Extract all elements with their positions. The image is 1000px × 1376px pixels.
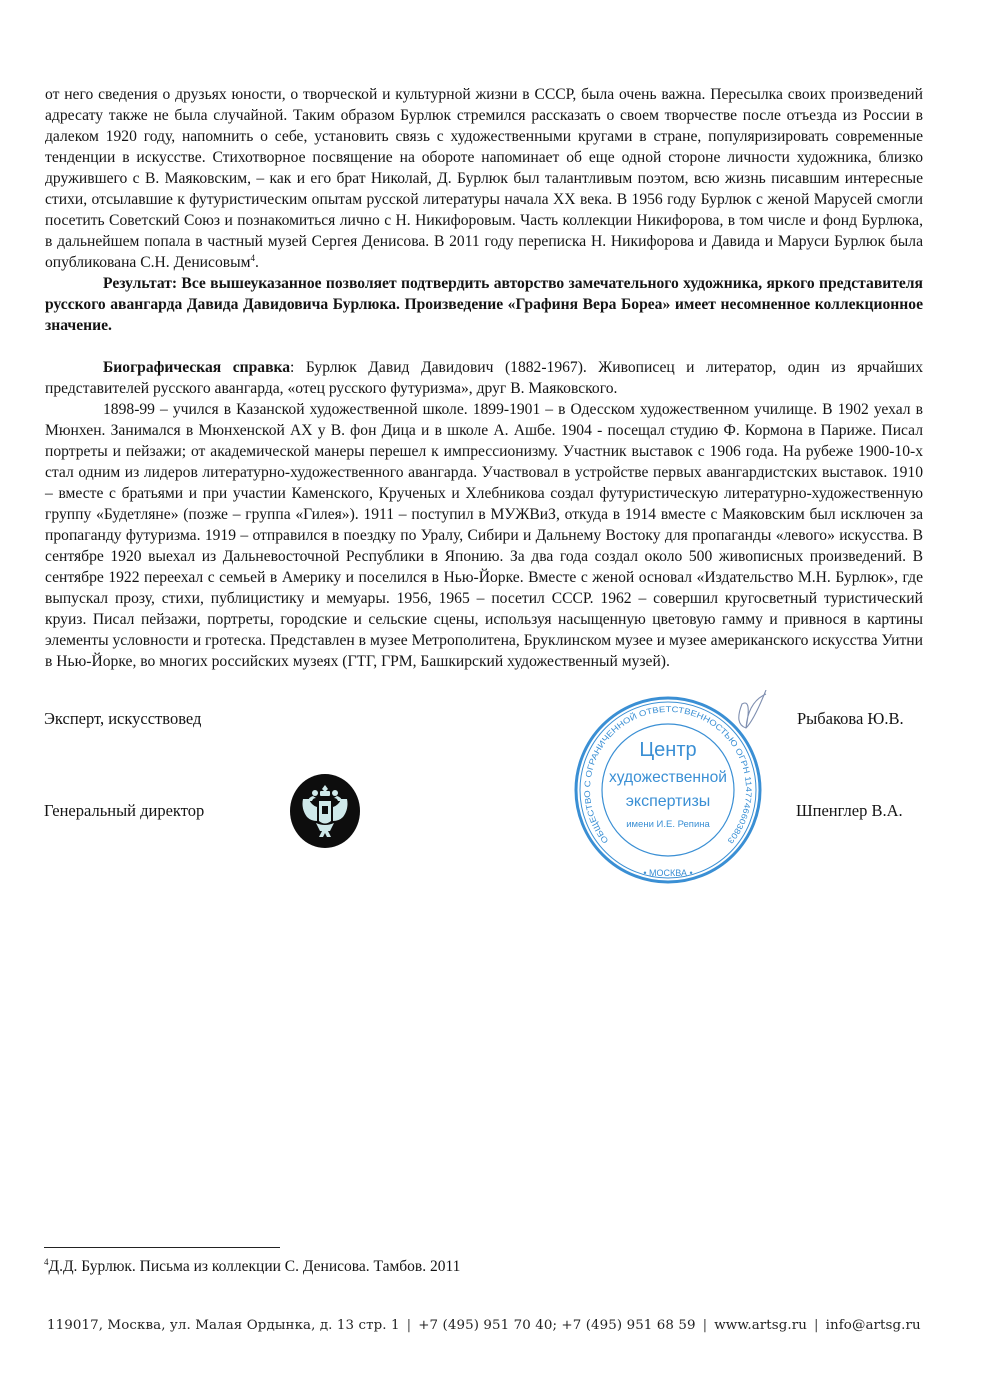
stamp-city: • МОСКВА • [643,868,693,878]
bio-intro-paragraph: Биографическая справка: Бурлюк Давид Давидович (1882-1967). Живописец и литератор, один из ярчайших представителей русского авангарда, «отец русского футуризма», друг В. Маяковского. [45,359,923,397]
stamp-ring-text: ОБЩЕСТВО С ОГРАНИЧЕННОЙ ОТВЕТСТВЕННОСТЬЮ ОГРН 1147746603803 [582,704,754,846]
company-stamp [568,690,768,890]
document-body [45,84,923,672]
bio-paragraph: 1898-99 – учился в Казанской художественной школе. 1899-1901 – в Одесском художественном училище. В 1902 уехал в Мюнхен. Занимался в Мюнхенской АХ у В. фон Дица и в школе А. Ашбе. 1904 - посещал студию Ф. Кормона в Париже. Писал портреты и пейзажи; от академической манеры перешел к импрессионизму. Участник выставок с 1906 года. На рубеже 1900-10-х стал одним из лидеров литературно-художественного авангарда. Участвовал в устройстве первых авангардистских выставок. 1910 – вместе с братьями и при участии Каменского, Крученых и Хлебникова создал футуристическую литературно-художественную группу «Будетляне» (позже – группа «Гилея»). 1911 – поступил в МУЖВиЗ, откуда в 1914 вместе с Маяковским был исключен за пропаганду футуризма. 1919 – отправился в поездку по Уралу, Сибири и Дальнему Востоку для пропаганды «левого» искусства. В сентябре 1920 выехал из Дальневосточной Республики в Японию. За два года создал около 500 живописных произведений. В сентябре 1922 переехал с семьей в Америку и поселился в Нью-Йорке. Вместе с женой основал «Издательство М.Н. Бурлюк», где выпускал прозу, стихи, публицистику и мемуары. 1956, 1965 – посетил СССР. 1962 – совершил кругосветный туристический круиз. Писал пейзажи, портреты, городские и сельские сцены, используя насыщенную цветовую гамму и привнося в картины элементы условности и гротеска. Представлен в музее Метрополитена, Бруклинском музее и музее американского искусства Уитни в Нью-Йорке, во многих российских музеях (ГТГ, ГРМ, Башкирский художественный музей). [45,401,923,670]
stamp-title-1: Центр [639,739,697,761]
stamp-title-2: художественной [609,769,727,786]
bio-label: Биографическая справка [103,359,291,376]
footer-contacts: 119017, Москва, ул. Малая Ордынка, д. 13 стр. 1 | +7 (495) 951 70 40; +7 (495) 951 68 59 | www.artsg.ru | info@artsg.ru [47,1318,921,1333]
footnote-ref: 4 [250,252,255,263]
expert-name: Рыбакова Ю.В. [797,709,904,728]
director-name: Шпенглер В.А. [796,801,903,820]
footnote-divider [44,1247,280,1248]
footer-website-link[interactable]: www.artsg.ru [714,1318,807,1333]
footer-address: 119017, Москва, ул. Малая Ордынка, д. 13 стр. 1 [47,1318,400,1333]
result-paragraph: Результат: Все вышеуказанное позволяет подтвердить авторство замечательного художника, яркого представителя русского авангарда Давида Давидовича Бурлюка. Произведение «Графиня Вера Бореа» имеет несомненное коллекционное значение. [45,275,923,334]
paragraph-correspondence: от него сведения о друзьях юности, о творческой и культурной жизни в СССР, была очень важна. Пересылка своих произведений адресату также не была случайной. Таким образом Бурлюк стремился рассказать о своем творчестве после отъезда из России в далеком 1920 году, напомнить о себе, установить связь с художественными кругами в стране, популяризировать современные тенденции в искусстве. Стихотворное посвящение на обороте напоминает об еще одной стороне личности художника, близко дружившего с В. Маяковским, – как и его брат Николай, Д. Бурлюк был талантливым поэтом, всю жизнь писавшим интересные стихи, отсылавшие к футуристическим опытам русской литературы начала XX века. В 1956 году Бурлюк с женой Марусей смогли посетить Советский Союз и познакомиться лично с Н. Никифоровым. Часть коллекции Никифорова, в том числе и фонд Бурлюка, в дальнейшем попала в частный музей Сергея Денисова. В 2011 году переписка Н. Никифорова и Давида и Маруси Бурлюк была опубликована С.Н. Денисовым$^4$. [45,86,923,271]
stamp-title-3: экспертизы [625,793,711,810]
signature-scribble [739,690,766,728]
footer-email-link[interactable]: info@artsg.ru [825,1318,921,1333]
director-role: Генеральный директор [44,801,205,820]
stamp-title-4: имени И.Е. Репина [626,819,710,830]
expert-role: Эксперт, искусствовед [44,709,202,728]
double-headed-eagle-icon [289,773,361,849]
footnote: $^4$Д.Д. Бурлюк. Письма из коллекции С. Денисова. Тамбов. 2011 [44,1256,461,1275]
footer-phones: +7 (495) 951 70 40; +7 (495) 951 68 59 [418,1318,696,1333]
